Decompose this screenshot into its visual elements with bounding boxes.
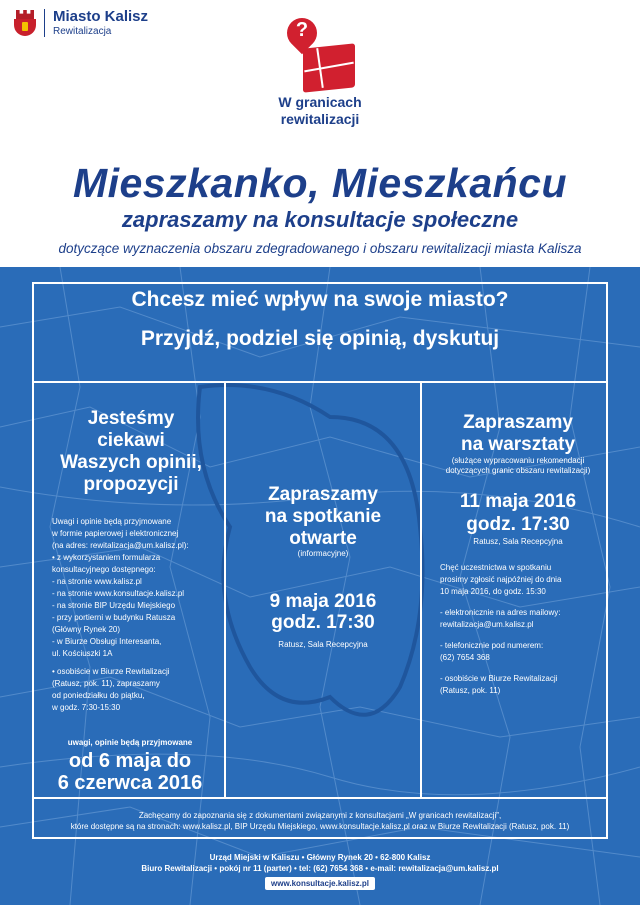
coat-of-arms-icon	[14, 10, 36, 36]
workshop-date: 11 maja 2016 godz. 17:30	[459, 491, 577, 535]
banner-question: Chcesz mieć wpływ na swoje miasto?	[131, 288, 509, 311]
banner-call: Przyjdź, podziel się opinią, dyskutuj	[140, 327, 500, 350]
website-link[interactable]: www.konsultacje.kalisz.pl	[265, 877, 375, 890]
workshop-body: Chęć uczestnictwa w spotkaniu prosimy zgłosić najpóźniej do dnia 10 maja 2016, do godz. 15:30 - elektronicznie na adres mailowy: rewitalizacja@um.kalisz.pl - telefonicznie pod numerem: (62) 7654 368 - osobiście w Biurze Rewitalizacji (Ratusz, pok. 11)	[440, 563, 562, 695]
main-title: Mieszkanko, Mieszkańcu	[72, 160, 568, 206]
meeting-place: Ratusz, Sala Recepcyjna	[278, 640, 368, 649]
city-logo	[14, 8, 148, 38]
campaign-name: W granicach rewitalizacji	[278, 94, 362, 127]
subtitle: zapraszamy na konsultacje społeczne	[121, 207, 519, 232]
deadline-notice: uwagi, opinie będą przyjmowane	[67, 738, 193, 747]
workshop-title: Zapraszamy na warsztaty	[460, 412, 576, 455]
question-mark: ?	[295, 19, 309, 41]
workshop-note: (służące wypracowaniu rekomendacji dotyczących granic obszaru rewitalizacji)	[445, 456, 591, 475]
meeting-note: (informacyjne)	[297, 549, 349, 558]
contact-info: Urząd Miejski w Kaliszu • Główny Rynek 20 • 62-800 Kalisz Biuro Rewitalizacji • pokój nr 11 (parter) • tel: (62) 7654 368 • e-mail: rewitalizacja@um.kalisz.pl	[141, 853, 499, 873]
logo-city-name: Miasto Kalisz	[53, 8, 149, 25]
logo-text	[53, 8, 148, 38]
opinions-body: Uwagi i opinie będą przyjmowane w formie papierowej i elektronicznej (na adres: rewitalizacja@um.kalisz.pl): • z wykorzystaniem formularza konsultacyjnego dostępnego: - na stronie www.kalisz.pl - na stronie www.konsultacje.kalisz.pl - na stronie BIP Urzędu Miejskiego - przy portierni w budynku Ratusza (Główny Rynek 20) - w Biurze Obsługi Interesanta, ul. Kościuszki 1A • osobiście w Biurze Rewitalizacji (Ratusz, pok. 11), zapraszamy od poniedziałku do piątku, w godz. 7:30-15:30	[52, 517, 189, 712]
workshop-place: Ratusz, Sala Recepcyjna	[473, 537, 563, 546]
deadline-dates: od 6 maja do 6 czerwca 2016	[57, 750, 203, 794]
documents-info: Zachęcamy do zapoznania się z dokumentami związanymi z konsultacjami „W granicach rewitalizacji”, które dostępne są na stronach: www.kalisz.pl, BIP Urzędu Miejskiego, www.konsultacje.kalisz.pl oraz w Biurze Rewitalizacji (Ratusz, pok. 11)	[70, 811, 570, 831]
opinions-title: Jesteśmy ciekawi Waszych opinii, propozycji	[60, 408, 202, 495]
meeting-date: 9 maja 2016 godz. 17:30	[269, 591, 377, 633]
description: dotyczące wyznaczenia obszaru zdegradowanego i obszaru rewitalizacji miasta Kalisza	[58, 241, 582, 256]
logo-separator	[44, 9, 45, 37]
meeting-title: Zapraszamy na spotkanie otwarte	[264, 484, 382, 549]
logo-subtitle: Rewitalizacja	[53, 26, 112, 37]
